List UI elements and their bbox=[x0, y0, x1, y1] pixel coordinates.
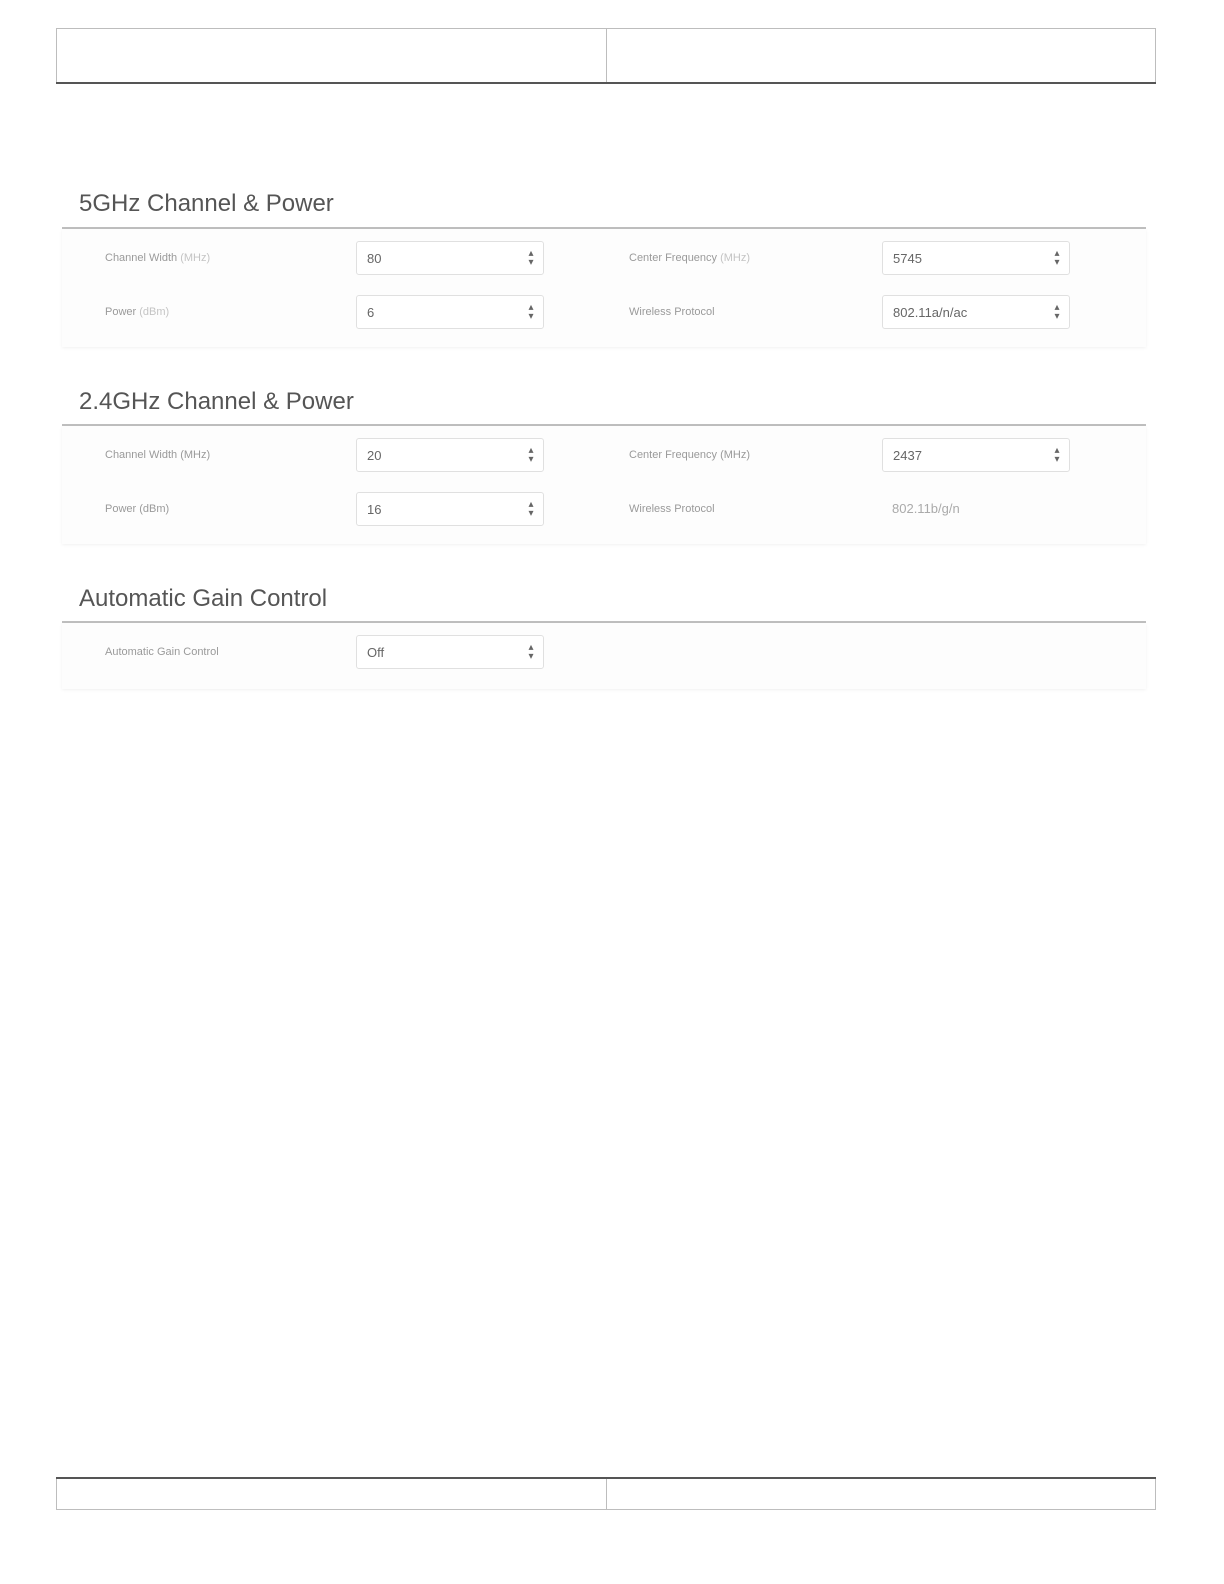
header-cell-right bbox=[606, 29, 1156, 84]
channel-width-label: Channel Width (MHz) bbox=[105, 252, 211, 264]
footer-cell-left bbox=[57, 1478, 607, 1510]
channel-width-select[interactable] bbox=[356, 438, 544, 472]
agc-select[interactable] bbox=[356, 635, 544, 669]
panel-5ghz-title: 5GHz Channel & Power bbox=[79, 190, 334, 217]
panel-24ghz bbox=[62, 388, 1146, 548]
wireless-protocol-label: Wireless Protocol bbox=[629, 503, 715, 515]
power-value: 6 bbox=[367, 305, 375, 320]
up-down-arrows-icon: ▴ ▾ bbox=[1054, 302, 1060, 322]
up-down-arrows-icon: ▴ ▾ bbox=[1054, 248, 1060, 268]
header-cell-left bbox=[57, 29, 607, 84]
panel-agc-body bbox=[62, 623, 1146, 689]
center-frequency-select[interactable] bbox=[882, 241, 1070, 275]
panel-agc-title: Automatic Gain Control bbox=[79, 585, 328, 612]
center-frequency-value: 5745 bbox=[893, 251, 922, 266]
footer-table bbox=[56, 1477, 1156, 1510]
panel-agc bbox=[62, 585, 1146, 693]
wireless-protocol-label: Wireless Protocol bbox=[629, 306, 715, 318]
center-frequency-label: Center Frequency (MHz) bbox=[629, 252, 751, 264]
up-down-arrows-icon: ▴ ▾ bbox=[528, 248, 534, 268]
power-label: Power (dBm) bbox=[105, 503, 170, 515]
agc-label: Automatic Gain Control bbox=[105, 646, 219, 658]
center-frequency-label: Center Frequency (MHz) bbox=[629, 449, 751, 461]
channel-width-select[interactable] bbox=[356, 241, 544, 275]
panel-5ghz bbox=[62, 190, 1146, 350]
power-select[interactable] bbox=[356, 295, 544, 329]
power-label: Power (dBm) bbox=[105, 306, 170, 318]
up-down-arrows-icon: ▴ ▾ bbox=[528, 302, 534, 322]
footer-cell-right bbox=[606, 1478, 1156, 1510]
channel-width-label: Channel Width (MHz) bbox=[105, 449, 211, 461]
wireless-protocol-value: 802.11a/n/ac bbox=[893, 305, 968, 320]
agc-value: Off bbox=[367, 645, 385, 660]
panel-24ghz-body bbox=[62, 426, 1146, 544]
wireless-protocol-value: 802.11b/g/n bbox=[892, 501, 960, 516]
center-frequency-value: 2437 bbox=[893, 448, 922, 463]
panel-24ghz-title: 2.4GHz Channel & Power bbox=[79, 388, 354, 415]
panel-5ghz-body bbox=[62, 229, 1146, 347]
channel-width-value: 80 bbox=[367, 251, 382, 266]
wireless-protocol-select[interactable] bbox=[882, 295, 1070, 329]
up-down-arrows-icon: ▴ ▾ bbox=[1054, 445, 1060, 465]
channel-width-value: 20 bbox=[367, 448, 382, 463]
power-select[interactable] bbox=[356, 492, 544, 526]
power-value: 16 bbox=[367, 502, 382, 517]
up-down-arrows-icon: ▴ ▾ bbox=[528, 642, 534, 662]
up-down-arrows-icon: ▴ ▾ bbox=[528, 499, 534, 519]
up-down-arrows-icon: ▴ ▾ bbox=[528, 445, 534, 465]
header-table bbox=[56, 28, 1156, 84]
center-frequency-select[interactable] bbox=[882, 438, 1070, 472]
